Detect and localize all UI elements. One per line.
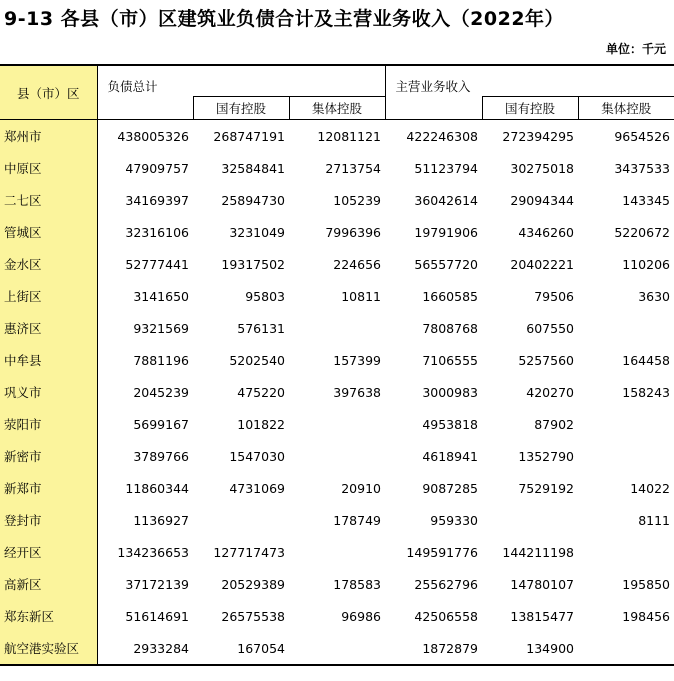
value-cell: 2713754 bbox=[325, 160, 381, 176]
value-cell: 475220 bbox=[237, 384, 285, 400]
value-cell: 1136927 bbox=[133, 512, 189, 528]
table-row bbox=[0, 440, 674, 472]
value-cell: 9321569 bbox=[133, 320, 189, 336]
table-row bbox=[0, 312, 674, 344]
region-name-cell: 郑州市 bbox=[0, 120, 97, 153]
value-cell: 29094344 bbox=[510, 192, 574, 208]
value-cell: 34169397 bbox=[125, 192, 189, 208]
value-cell: 9087285 bbox=[422, 480, 478, 496]
unit-label: 单位：千元 bbox=[605, 42, 666, 56]
region-name-cell: 郑东新区 bbox=[0, 600, 97, 632]
value-cell: 5202540 bbox=[229, 352, 285, 368]
value-cell bbox=[578, 632, 674, 665]
value-cell bbox=[578, 440, 674, 472]
value-cell: 144211198 bbox=[502, 544, 574, 560]
header-blank bbox=[482, 65, 578, 97]
value-cell: 178749 bbox=[333, 512, 381, 528]
value-cell: 79506 bbox=[534, 288, 574, 304]
value-cell: 11860344 bbox=[125, 480, 189, 496]
value-cell: 1660585 bbox=[422, 288, 478, 304]
value-cell: 607550 bbox=[526, 320, 574, 336]
region-name-cell: 新郑市 bbox=[0, 472, 97, 504]
region-name-cell: 二七区 bbox=[0, 184, 97, 216]
value-cell: 1352790 bbox=[518, 448, 574, 464]
table-body bbox=[0, 120, 674, 666]
table-row bbox=[0, 280, 674, 312]
value-cell: 3231049 bbox=[229, 224, 285, 240]
value-cell: 56557720 bbox=[414, 256, 478, 272]
value-cell: 20529389 bbox=[221, 576, 285, 592]
value-cell: 7881196 bbox=[133, 352, 189, 368]
header-blank bbox=[193, 65, 289, 97]
value-cell bbox=[289, 440, 385, 472]
value-cell: 272394295 bbox=[502, 128, 574, 144]
value-cell: 1872879 bbox=[385, 632, 482, 665]
table-header bbox=[0, 65, 674, 120]
value-cell bbox=[289, 312, 385, 344]
table-row bbox=[0, 504, 674, 536]
table-row bbox=[0, 472, 674, 504]
value-cell: 198456 bbox=[622, 608, 670, 624]
value-cell: 95803 bbox=[245, 288, 285, 304]
value-cell: 134236653 bbox=[117, 544, 189, 560]
value-cell: 143345 bbox=[622, 192, 670, 208]
value-cell: 5257560 bbox=[518, 352, 574, 368]
value-cell: 42506558 bbox=[414, 608, 478, 624]
table-row bbox=[0, 536, 674, 568]
value-cell: 127717473 bbox=[213, 544, 285, 560]
header-revenue-total: 主营业务收入 bbox=[385, 65, 482, 97]
value-cell: 37172139 bbox=[125, 576, 189, 592]
value-cell: 96986 bbox=[341, 608, 381, 624]
value-cell: 420270 bbox=[526, 384, 574, 400]
table-row bbox=[0, 408, 674, 440]
value-cell bbox=[289, 632, 385, 665]
value-cell bbox=[193, 504, 289, 536]
value-cell: 7808768 bbox=[422, 320, 478, 336]
table-row bbox=[0, 600, 674, 632]
value-cell bbox=[482, 504, 578, 536]
region-name-cell: 新密市 bbox=[0, 440, 97, 472]
table-row bbox=[0, 632, 674, 665]
page-title: 9-13 各县（市）区建筑业负债合计及主营业务收入（2022年） bbox=[4, 8, 565, 30]
region-name-cell: 航空港实验区 bbox=[0, 632, 97, 665]
header-liabilities-total: 负债总计 bbox=[97, 65, 193, 97]
header-collective-controlled: 集体控股 bbox=[289, 97, 385, 120]
value-cell: 7529192 bbox=[518, 480, 574, 496]
region-name-cell: 高新区 bbox=[0, 568, 97, 600]
value-cell: 20402221 bbox=[510, 256, 574, 272]
header-spacer bbox=[97, 97, 193, 120]
value-cell: 3437533 bbox=[614, 160, 670, 176]
value-cell bbox=[578, 408, 674, 440]
value-cell: 157399 bbox=[333, 352, 381, 368]
table-row bbox=[0, 568, 674, 600]
value-cell: 5699167 bbox=[133, 416, 189, 432]
header-state-controlled: 国有控股 bbox=[193, 97, 289, 120]
value-cell: 52777441 bbox=[125, 256, 189, 272]
table-row bbox=[0, 152, 674, 184]
region-name-cell: 经开区 bbox=[0, 536, 97, 568]
value-cell bbox=[578, 312, 674, 344]
table-row bbox=[0, 184, 674, 216]
header-collective-controlled-2: 集体控股 bbox=[578, 97, 674, 120]
table-row bbox=[0, 216, 674, 248]
value-cell: 19791906 bbox=[414, 224, 478, 240]
value-cell: 105239 bbox=[333, 192, 381, 208]
header-state-controlled-2: 国有控股 bbox=[482, 97, 578, 120]
region-name-cell: 金水区 bbox=[0, 248, 97, 280]
value-cell: 3789766 bbox=[133, 448, 189, 464]
region-name-cell: 巩义市 bbox=[0, 376, 97, 408]
value-cell: 195850 bbox=[622, 576, 670, 592]
header-blank bbox=[289, 65, 385, 97]
value-cell bbox=[289, 408, 385, 440]
value-cell: 134900 bbox=[482, 632, 578, 665]
value-cell: 164458 bbox=[622, 352, 670, 368]
value-cell: 4953818 bbox=[422, 416, 478, 432]
value-cell: 4731069 bbox=[229, 480, 285, 496]
value-cell: 32316106 bbox=[125, 224, 189, 240]
value-cell: 25894730 bbox=[221, 192, 285, 208]
value-cell: 178583 bbox=[333, 576, 381, 592]
header-region: 县（市）区 bbox=[0, 65, 97, 120]
value-cell: 576131 bbox=[237, 320, 285, 336]
region-name-cell: 管城区 bbox=[0, 216, 97, 248]
value-cell: 438005326 bbox=[117, 128, 189, 144]
value-cell: 167054 bbox=[193, 632, 289, 665]
value-cell: 101822 bbox=[237, 416, 285, 432]
value-cell: 224656 bbox=[333, 256, 381, 272]
region-name-cell: 荥阳市 bbox=[0, 408, 97, 440]
value-cell: 4618941 bbox=[422, 448, 478, 464]
region-name-cell: 登封市 bbox=[0, 504, 97, 536]
value-cell: 7996396 bbox=[325, 224, 381, 240]
value-cell: 7106555 bbox=[422, 352, 478, 368]
value-cell: 3141650 bbox=[133, 288, 189, 304]
value-cell: 51614691 bbox=[125, 608, 189, 624]
header-spacer bbox=[385, 97, 482, 120]
value-cell: 3000983 bbox=[422, 384, 478, 400]
value-cell: 397638 bbox=[333, 384, 381, 400]
region-name-cell: 中原区 bbox=[0, 152, 97, 184]
value-cell: 10811 bbox=[341, 288, 381, 304]
value-cell: 8111 bbox=[638, 512, 670, 528]
value-cell: 268747191 bbox=[213, 128, 285, 144]
value-cell: 12081121 bbox=[317, 128, 381, 144]
value-cell bbox=[289, 536, 385, 568]
value-cell: 110206 bbox=[622, 256, 670, 272]
value-cell: 3630 bbox=[638, 288, 670, 304]
table-row bbox=[0, 248, 674, 280]
region-name-cell: 上街区 bbox=[0, 280, 97, 312]
value-cell: 13815477 bbox=[510, 608, 574, 624]
value-cell: 14780107 bbox=[510, 576, 574, 592]
value-cell: 51123794 bbox=[414, 160, 478, 176]
value-cell: 25562796 bbox=[414, 576, 478, 592]
header-blank bbox=[578, 65, 674, 97]
value-cell: 47909757 bbox=[125, 160, 189, 176]
value-cell: 4346260 bbox=[518, 224, 574, 240]
value-cell: 26575538 bbox=[221, 608, 285, 624]
value-cell: 32584841 bbox=[221, 160, 285, 176]
table-row bbox=[0, 376, 674, 408]
table-row bbox=[0, 120, 674, 153]
value-cell: 158243 bbox=[622, 384, 670, 400]
value-cell: 19317502 bbox=[221, 256, 285, 272]
region-name-cell: 中牟县 bbox=[0, 344, 97, 376]
value-cell: 5220672 bbox=[614, 224, 670, 240]
value-cell bbox=[578, 536, 674, 568]
value-cell: 14022 bbox=[630, 480, 670, 496]
value-cell: 2045239 bbox=[133, 384, 189, 400]
table-row bbox=[0, 344, 674, 376]
value-cell: 1547030 bbox=[229, 448, 285, 464]
value-cell: 20910 bbox=[341, 480, 381, 496]
region-name-cell: 惠济区 bbox=[0, 312, 97, 344]
value-cell: 2933284 bbox=[97, 632, 193, 665]
value-cell: 149591776 bbox=[406, 544, 478, 560]
data-table bbox=[0, 64, 674, 666]
value-cell: 87902 bbox=[534, 416, 574, 432]
value-cell: 422246308 bbox=[406, 128, 478, 144]
value-cell: 959330 bbox=[430, 512, 478, 528]
value-cell: 36042614 bbox=[414, 192, 478, 208]
value-cell: 30275018 bbox=[510, 160, 574, 176]
value-cell: 9654526 bbox=[614, 128, 670, 144]
